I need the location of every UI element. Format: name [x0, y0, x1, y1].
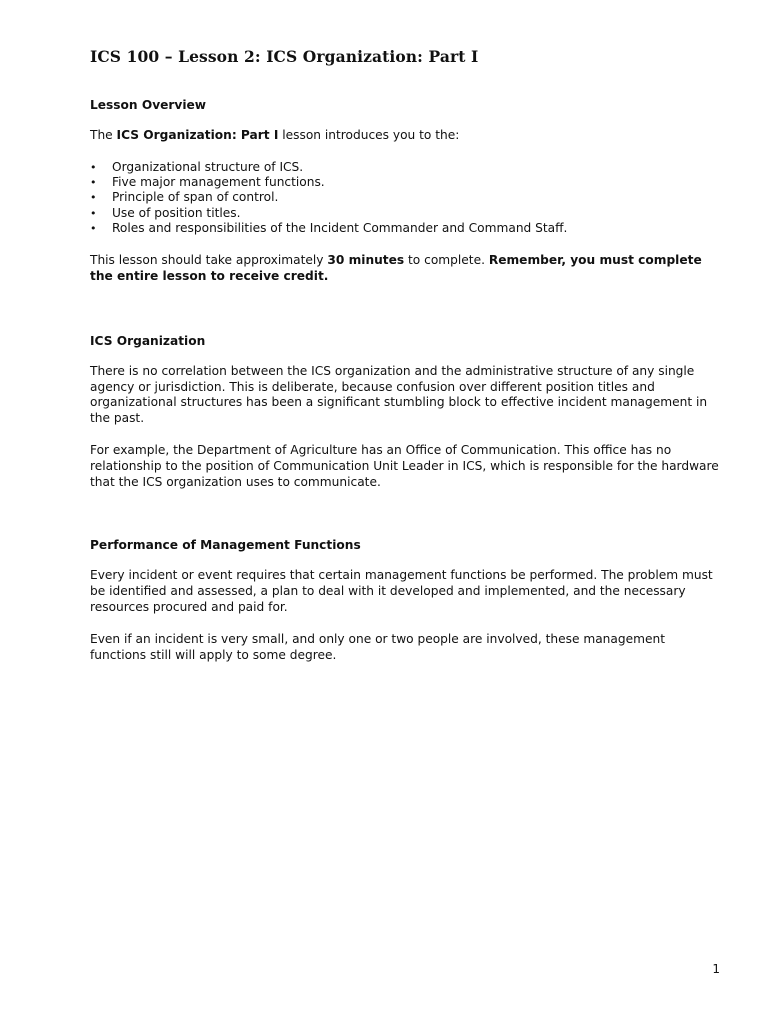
bullet-text: Five major management functions.	[112, 175, 325, 190]
section-heading-ics-organization: ICS Organization	[90, 333, 206, 348]
overview-intro-pre: The	[90, 128, 117, 142]
overview-bullet-list	[90, 160, 720, 236]
bullet-text: Roles and responsibilities of the Incident Commander and Command Staff.	[112, 220, 568, 235]
bullet-item	[90, 206, 720, 221]
overview-intro-bold: ICS Organization: Part I	[116, 128, 279, 142]
overview-intro-post: lesson introduces you to the:	[278, 128, 460, 142]
document-title: ICS 100 – Lesson 2: ICS Organization: Part I	[90, 47, 479, 66]
bullet-item	[90, 160, 720, 175]
ics-organization-paragraph-2: For example, the Department of Agriculture has an Office of Communication. This office has no relationship to the position of Communication Unit Leader in ICS, which is responsible for the hardware that the ICS organization uses to communicate.	[90, 443, 719, 489]
bullet-icon: •	[90, 191, 97, 205]
bullet-icon: •	[90, 160, 97, 174]
bullet-text: Principle of span of control.	[112, 190, 279, 205]
bullet-text: Organizational structure of ICS.	[112, 159, 304, 174]
bullet-text: Use of position titles.	[112, 205, 241, 220]
ics-organization-paragraph-1: There is no correlation between the ICS organization and the administrative structure of any single agency or jurisdiction. This is deliberate, because confusion over different position titles and organizational structures has been a significant stumbling block to effective incident management in the past.	[90, 363, 708, 426]
time-note-pre: This lesson should take approximately	[90, 253, 328, 268]
bullet-icon: •	[90, 206, 97, 220]
credit-reminder: Remember, you must complete the entire lesson to receive credit.	[90, 253, 702, 284]
page-content	[90, 46, 720, 663]
page-number: 1	[712, 962, 720, 976]
overview-intro	[90, 128, 720, 144]
bullet-icon: •	[90, 221, 97, 235]
bullet-icon: •	[90, 176, 97, 190]
bullet-item	[90, 221, 720, 236]
section-heading-lesson-overview: Lesson Overview	[90, 98, 207, 112]
bullet-item	[90, 190, 720, 205]
management-functions-paragraph-2: Even if an incident is very small, and only one or two people are involved, these management functions still will apply to some degree.	[90, 631, 665, 662]
time-note-post: to complete.	[404, 253, 489, 268]
time-note-bold: 30 minutes	[327, 253, 405, 268]
section-heading-management-functions: Performance of Management Functions	[90, 538, 361, 553]
bullet-item	[90, 175, 720, 190]
lesson-time-note	[90, 253, 720, 285]
management-functions-paragraph-1: Every incident or event requires that certain management functions be performed. The problem must be identified and assessed, a plan to deal with it developed and implemented, and the necessary resources procured and paid for.	[90, 568, 713, 615]
